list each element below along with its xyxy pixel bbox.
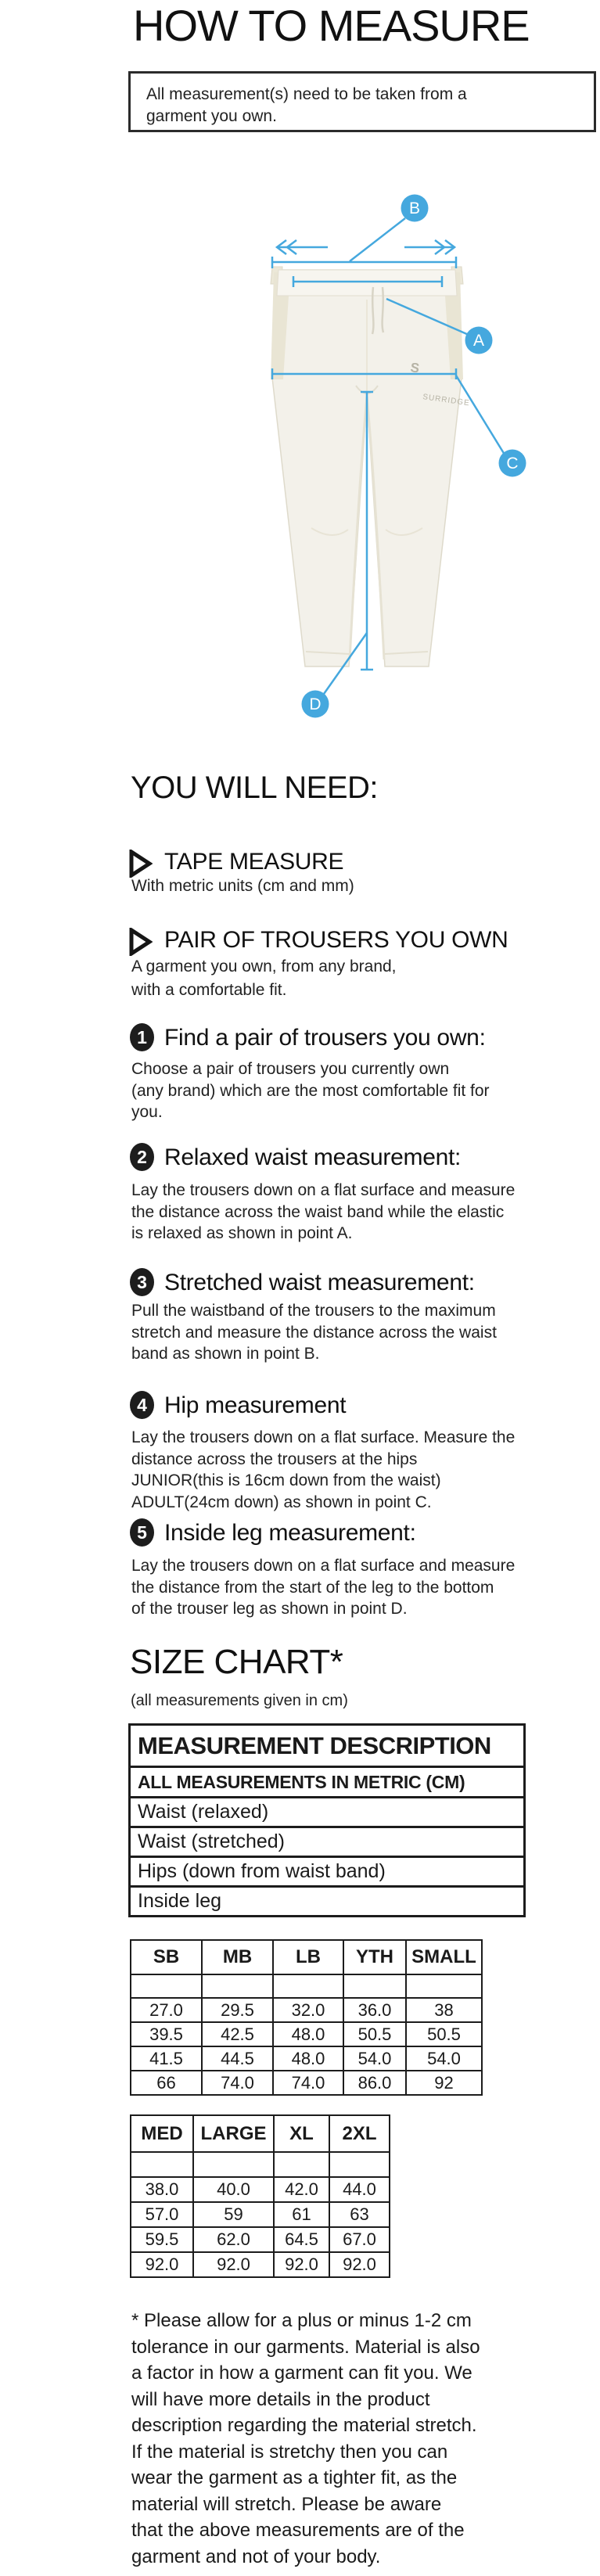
triangle-bullet-icon [129,928,153,956]
size-col-large: LARGE [193,2115,274,2152]
cell: 48.0 [273,2046,343,2071]
footnote-line: will have more details in the product [131,2388,430,2410]
description-row-waist-relaxed: Waist (relaxed) [130,1798,525,1827]
size-col-2xl: 2XL [329,2115,390,2152]
step-1-body [131,1058,490,1123]
size-col-small: SMALL [406,1940,482,1974]
cell: 42.0 [274,2177,329,2202]
cell: 92.0 [131,2252,193,2277]
step-4-number: 4 [130,1391,154,1419]
cell: 32.0 [273,1998,343,2022]
body-line: Lay the trousers down on a flat surface. Measure the [131,1428,516,1446]
size-col-yth: YTH [343,1940,406,1974]
body-line: Lay the trousers down on a flat surface and measure [131,1181,516,1199]
trousers-illustration [271,267,470,666]
brand-mark: S [409,360,421,376]
step-3-number: 3 [130,1268,154,1296]
tolerance-footnote [131,2308,480,2570]
desc-line: A garment you own, from any brand, [131,957,397,975]
cell: 50.5 [406,2022,482,2046]
cell: 40.0 [193,2177,274,2202]
body-line: band as shown in point B. [131,1345,320,1363]
need-item-tape-measure-desc: With metric units (cm and mm) [131,877,354,895]
cell: 27.0 [131,1998,202,2022]
cell: 74.0 [273,2071,343,2095]
size-col-sb: SB [131,1940,202,1974]
body-line: Choose a pair of trousers you currently own [131,1060,450,1078]
waist-stretched-row [131,2202,390,2227]
size-chart-subheading: (all measurements given in cm) [131,1692,348,1709]
you-will-need-heading: YOU WILL NEED: [131,771,379,805]
step-2-title: Relaxed waist measurement: [164,1144,462,1170]
step-2-body [131,1180,515,1245]
point-a-label: A [472,332,485,350]
footnote-line: If the material is stretchy then you can [131,2441,448,2463]
trousers-measurement-diagram [0,90,600,724]
cell: 38.0 [131,2177,193,2202]
cell: 61 [274,2202,329,2227]
notice-line-1: All measurement(s) need to be taken from a [146,85,467,103]
cell: 48.0 [273,2022,343,2046]
size-table-adult [130,2114,390,2278]
footnote-line: * Please allow for a plus or minus 1-2 cm [131,2310,472,2331]
measurement-description-table [128,1723,526,1917]
cell: 29.5 [202,1998,273,2022]
step-1-title: Find a pair of trousers you own: [164,1025,486,1051]
description-table-header: MEASUREMENT DESCRIPTION [130,1725,525,1767]
cell: 63 [329,2202,390,2227]
body-line: Lay the trousers down on a flat surface and measure [131,1557,516,1575]
size-col-lb: LB [273,1940,343,1974]
cell: 59 [193,2202,274,2227]
body-line: is relaxed as shown in point A. [131,1224,353,1242]
footnote-line: description regarding the material stretch. [131,2415,477,2436]
footnote-line: a factor in how a garment can fit you. We [131,2362,472,2384]
body-line: JUNIOR(this is 16cm down from the waist) [131,1471,441,1489]
body-line: you. [131,1103,163,1121]
size-table-junior [130,1939,483,2096]
step-5-body [131,1555,515,1620]
step-2-number: 2 [130,1143,154,1171]
stretch-arrow-left [277,240,328,254]
waist-relaxed-row [131,2177,390,2202]
cell: 41.5 [131,2046,202,2071]
cell: 57.0 [131,2202,193,2227]
cell: 92.0 [274,2252,329,2277]
measure-line-b [272,218,456,268]
cell: 54.0 [343,2046,406,2071]
cell: 92.0 [193,2252,274,2277]
step-5-title: Inside leg measurement: [164,1520,416,1546]
size-col-med: MED [131,2115,193,2152]
cell: 64.5 [274,2227,329,2252]
spacer-row [131,1974,482,1998]
cell: 39.5 [131,2022,202,2046]
description-table-subheader: ALL MEASUREMENTS IN METRIC (CM) [130,1767,525,1798]
brand-logo-text: SURRIDGE [422,393,471,408]
notice-line-2: garment you own. [146,107,277,125]
step-4-body [131,1427,515,1513]
body-line: the distance from the start of the leg to the bottom [131,1578,494,1597]
step-3-title: Stretched waist measurement: [164,1270,475,1295]
body-line: the distance across the waist band while the elastic [131,1202,505,1221]
cell: 36.0 [343,1998,406,2022]
size-table-header-row [131,1940,482,1974]
step-1-number: 1 [130,1023,154,1051]
cell: 92.0 [329,2252,390,2277]
footnote-line: wear the garment as a tighter fit, as the [131,2467,458,2488]
desc-line: with a comfortable fit. [131,981,287,999]
cell: 44.0 [329,2177,390,2202]
footnote-line: material will stretch. Please be aware [131,2493,442,2515]
cell: 50.5 [343,2022,406,2046]
body-line: distance across the trousers at the hips [131,1450,418,1468]
cell: 54.0 [406,2046,482,2071]
point-d-label: D [309,695,322,713]
cell: 67.0 [329,2227,390,2252]
cell: 42.5 [202,2022,273,2046]
body-line: stretch and measure the distance across the waist [131,1323,497,1342]
spacer-row [131,2152,390,2177]
cell: 86.0 [343,2071,406,2095]
size-col-mb: MB [202,1940,273,1974]
triangle-bullet-icon [129,850,153,878]
need-item-trousers: PAIR OF TROUSERS YOU OWN [164,927,508,953]
need-item-trousers-desc [131,955,397,1002]
waist-relaxed-row [131,1998,482,2022]
footnote-line: that the above measurements are of the [131,2520,465,2541]
cell: 66 [131,2071,202,2095]
hips-row [131,2046,482,2071]
body-line: (any brand) which are the most comfortable fit for [131,1081,490,1100]
step-3-body [131,1300,497,1365]
body-line: Pull the waistband of the trousers to the maximum [131,1302,496,1320]
stretch-arrow-right [404,240,454,254]
point-b-label: B [408,199,421,217]
page-title: HOW TO MEASURE [133,1,530,50]
description-row-waist-stretched: Waist (stretched) [130,1827,525,1857]
step-4-title: Hip measurement [164,1392,347,1418]
description-row-hips: Hips (down from waist band) [130,1857,525,1887]
point-c-label: C [506,454,519,472]
size-chart-heading: SIZE CHART* [130,1643,343,1681]
step-5-number: 5 [130,1518,154,1547]
body-line: ADULT(24cm down) as shown in point C. [131,1493,432,1511]
cell: 38 [406,1998,482,2022]
inside-leg-row [131,2071,482,2095]
size-col-xl: XL [274,2115,329,2152]
body-line: of the trouser leg as shown in point D. [131,1600,408,1618]
cell: 59.5 [131,2227,193,2252]
size-table-header-row [131,2115,390,2152]
cell: 92 [406,2071,482,2095]
cell: 62.0 [193,2227,274,2252]
footnote-line: garment and not of your body. [131,2545,381,2567]
need-item-tape-measure: TAPE MEASURE [164,849,344,875]
description-row-inside-leg: Inside leg [130,1887,525,1917]
footnote-line: tolerance in our garments. Material is also [131,2336,480,2358]
waist-stretched-row [131,2022,482,2046]
inside-leg-row [131,2252,390,2277]
hips-row [131,2227,390,2252]
cell: 44.5 [202,2046,273,2071]
cell: 74.0 [202,2071,273,2095]
